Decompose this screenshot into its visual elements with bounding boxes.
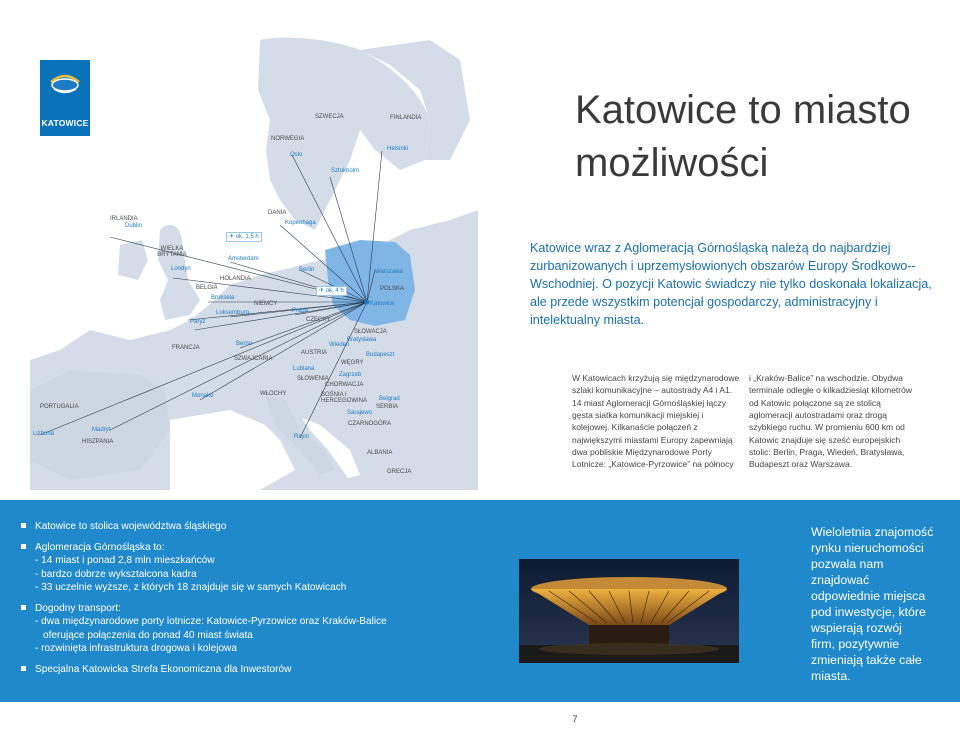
label-bruksela: Bruksela: [211, 295, 235, 301]
plane-icon: ✈: [229, 234, 235, 240]
flight-time-badge-2: [316, 286, 347, 296]
page-title: [575, 84, 955, 190]
quote-block: [811, 525, 951, 685]
bullet-line: - 33 uczelnie wyższe, z których 18 znajduje się w samych Katowicach: [35, 582, 347, 594]
quote-line: Wieloletnia znajomość: [811, 525, 934, 539]
bullet-square-icon: [21, 523, 26, 528]
label-serbia: SERBIA: [376, 404, 399, 410]
katowice-logo: [40, 60, 90, 136]
flight-time-label-2: ok. 4 h: [325, 288, 344, 294]
spodek-photo-graphic: [519, 559, 739, 663]
plane-icon: ✈: [319, 288, 325, 294]
quote-line: firm, pozytywnie: [811, 636, 900, 651]
label-dublin: Dublin: [125, 223, 143, 229]
label-irlandia: IRLANDIA: [110, 216, 138, 222]
label-berno: Berno: [236, 341, 253, 347]
bullet-line: Specjalna Katowicka Strefa Ekonomiczna dla Inwestorów: [35, 663, 292, 675]
label-madryt: Madryt: [92, 427, 111, 433]
quote-line: odpowiednie miejsca: [811, 588, 926, 603]
label-hiszpania: HISZPANIA: [82, 439, 114, 445]
label-katowice: Katowice: [370, 301, 395, 307]
label-praga: Praga: [292, 308, 309, 314]
label-monako: Monako: [192, 393, 214, 399]
europe-map: [30, 30, 478, 490]
quote-line: pozwala nam: [811, 556, 884, 571]
label-niemcy: NIEMCY: [254, 301, 278, 307]
label-rzym: Rzym: [294, 434, 310, 440]
label-belgrad: Belgrad: [379, 396, 400, 402]
label-warszawa: Warszawa: [375, 269, 403, 275]
flight-time-badge-1: [226, 232, 262, 242]
label-czarnogora: CZARNOGÓRA: [348, 421, 392, 427]
label-berlin: Berlin: [299, 267, 315, 273]
quote-line: zmieniają także całe: [811, 652, 922, 667]
quote-line: wspierają rozwój: [811, 620, 902, 635]
label-finlandia: FINLANDIA: [390, 115, 422, 121]
bullet-square-icon: [21, 605, 26, 610]
label-budapeszt: Budapeszt: [366, 352, 395, 358]
bullet-square-icon: [21, 544, 26, 549]
bullet-item: [15, 541, 415, 595]
katowice-dot: [365, 300, 370, 305]
label-wegry: WĘGRY: [341, 360, 364, 366]
quote-line: pod inwestycje, które: [811, 604, 926, 619]
label-norwegia: NORWEGIA: [271, 136, 305, 142]
label-oslo: Oslo: [290, 152, 303, 158]
label-bratyslawa: Bratysława: [347, 337, 377, 343]
bullet-square-icon: [21, 666, 26, 671]
label-zagrzeb: Zagrzeb: [339, 372, 362, 378]
quote-line: miasta.: [811, 668, 851, 683]
bullet-line: Dogodny transport:: [35, 602, 121, 614]
label-chorwacja: CHORWACJA: [325, 382, 364, 388]
label-szwajcaria: SZWAJCARIA: [234, 356, 273, 362]
label-albania: ALBANIA: [367, 450, 393, 456]
label-dania: DANIA: [268, 210, 287, 216]
bullet-line: - 14 miast i ponad 2,8 mln mieszkańców: [35, 555, 215, 567]
bullet-line: - dwa międzynarodowe porty lotnicze: Katowice-Pyrzowice oraz Kraków-Balice: [35, 616, 387, 628]
lead-paragraph: Katowice wraz z Aglomeracją Górnośląską należą do najbardziej zurbanizowanych i uprzemysłowionych obszarów Europy Środkowo--Wschodniej. O pozycji Katowic świadczy nie tylko doskonała lokalizacja, ale przede wszystkim potencjał gospodarczy, administracyjny i intelektualny miasta.: [530, 241, 932, 327]
label-paryz: Paryż: [190, 319, 206, 325]
quote-line: rynku nieruchomości: [811, 540, 924, 555]
label-helsinki: Helsinki: [387, 146, 409, 152]
label-grecja: GRECJA: [387, 469, 412, 475]
label-lizbona: Lizbona: [33, 431, 55, 437]
title-line-1: Katowice to miasto: [575, 88, 911, 132]
label-slowenia: SŁOWENIA: [297, 376, 329, 382]
body-column-2: i „Kraków-Balice” na wschodzie. Obydwa terminale odległe o kilkadziesiąt kilometrów od Katowic połączone są ze stolicą aglomeracji autostradami oraz drogą szybkiego ruchu. W promieniu 600 km od Katowic znajduje się sześć europejskich stolic: Berlin, Praga, Wiedeń, Bratysława, Budapeszt oraz Warszawa.: [749, 373, 912, 470]
bullet-list: [15, 520, 415, 683]
bullet-line: - rozwinięta infrastruktura drogowa i kolejowa: [35, 643, 237, 655]
label-holandia: HOLANDIA: [220, 276, 251, 282]
label-austria: AUSTRIA: [301, 350, 328, 356]
body-column-1: W Katowicach krzyżują się międzynarodowe szlaki komunikacyjne – autostrady A4 i A1. 14 miast Aglomeracji Górnośląskiej łączy gęsta siatka komunikacji miejskiej i kolejowej. Kilkanaście połączeń z największymi miastami Europy zapewniają dwa pobliskie Międzynarodowe Porty Lotnicze: „Katowice-Pyrzowice” na północy: [572, 373, 740, 470]
label-amsterdam: Amsterdam: [228, 256, 259, 262]
title-line-2: możliwości: [575, 141, 769, 186]
bullet-line: Katowice to stolica województwa śląskiego: [35, 521, 227, 532]
bullet-line: Aglomeracja Górnośląska to:: [35, 541, 165, 553]
bullet-item: [15, 602, 415, 656]
label-belgia: BELGIA: [196, 285, 218, 291]
bullet-item: [15, 663, 415, 677]
label-wieden: Wiedeń: [329, 342, 350, 348]
label-kopenhaga: Kopenhaga: [285, 220, 316, 226]
label-sarajewo: Sarajewo: [347, 410, 373, 416]
quote-line: znajdować: [811, 572, 870, 587]
label-bosnia: BOŚNIA I HERCEGOWINA: [321, 392, 368, 404]
spodek-arena-photo: [519, 559, 739, 663]
label-polska: POLSKA: [380, 286, 405, 292]
label-lublana: Lublana: [293, 366, 315, 372]
label-szwecja: SZWECJA: [315, 114, 344, 120]
flight-time-label-1: ok. 1,5 h: [235, 234, 259, 240]
label-czechy: CZECHY: [306, 317, 331, 323]
logo-emblem-icon: [40, 60, 90, 110]
logo-text: KATOWICE: [41, 118, 89, 128]
label-francja: FRANCJA: [172, 345, 200, 351]
label-wielka-brytania: WIELKA BRYTANIA: [157, 246, 187, 258]
label-portugalia: PORTUGALIA: [40, 404, 79, 410]
label-londyn: Londyn: [171, 266, 191, 272]
bullet-line: oferujące połączenia do ponad 40 miast świata: [43, 629, 253, 641]
label-luksemburg: Luksemburg: [216, 310, 250, 316]
page-number: 7: [572, 714, 578, 724]
label-slowacja: SŁOWACJA: [354, 329, 387, 335]
label-wlochy: WŁOCHY: [260, 391, 287, 397]
label-sztokholm: Sztokholm: [331, 168, 360, 174]
bullet-item: [15, 520, 415, 534]
bullet-line: - bardzo dobrze wykształcona kadra: [35, 568, 197, 580]
